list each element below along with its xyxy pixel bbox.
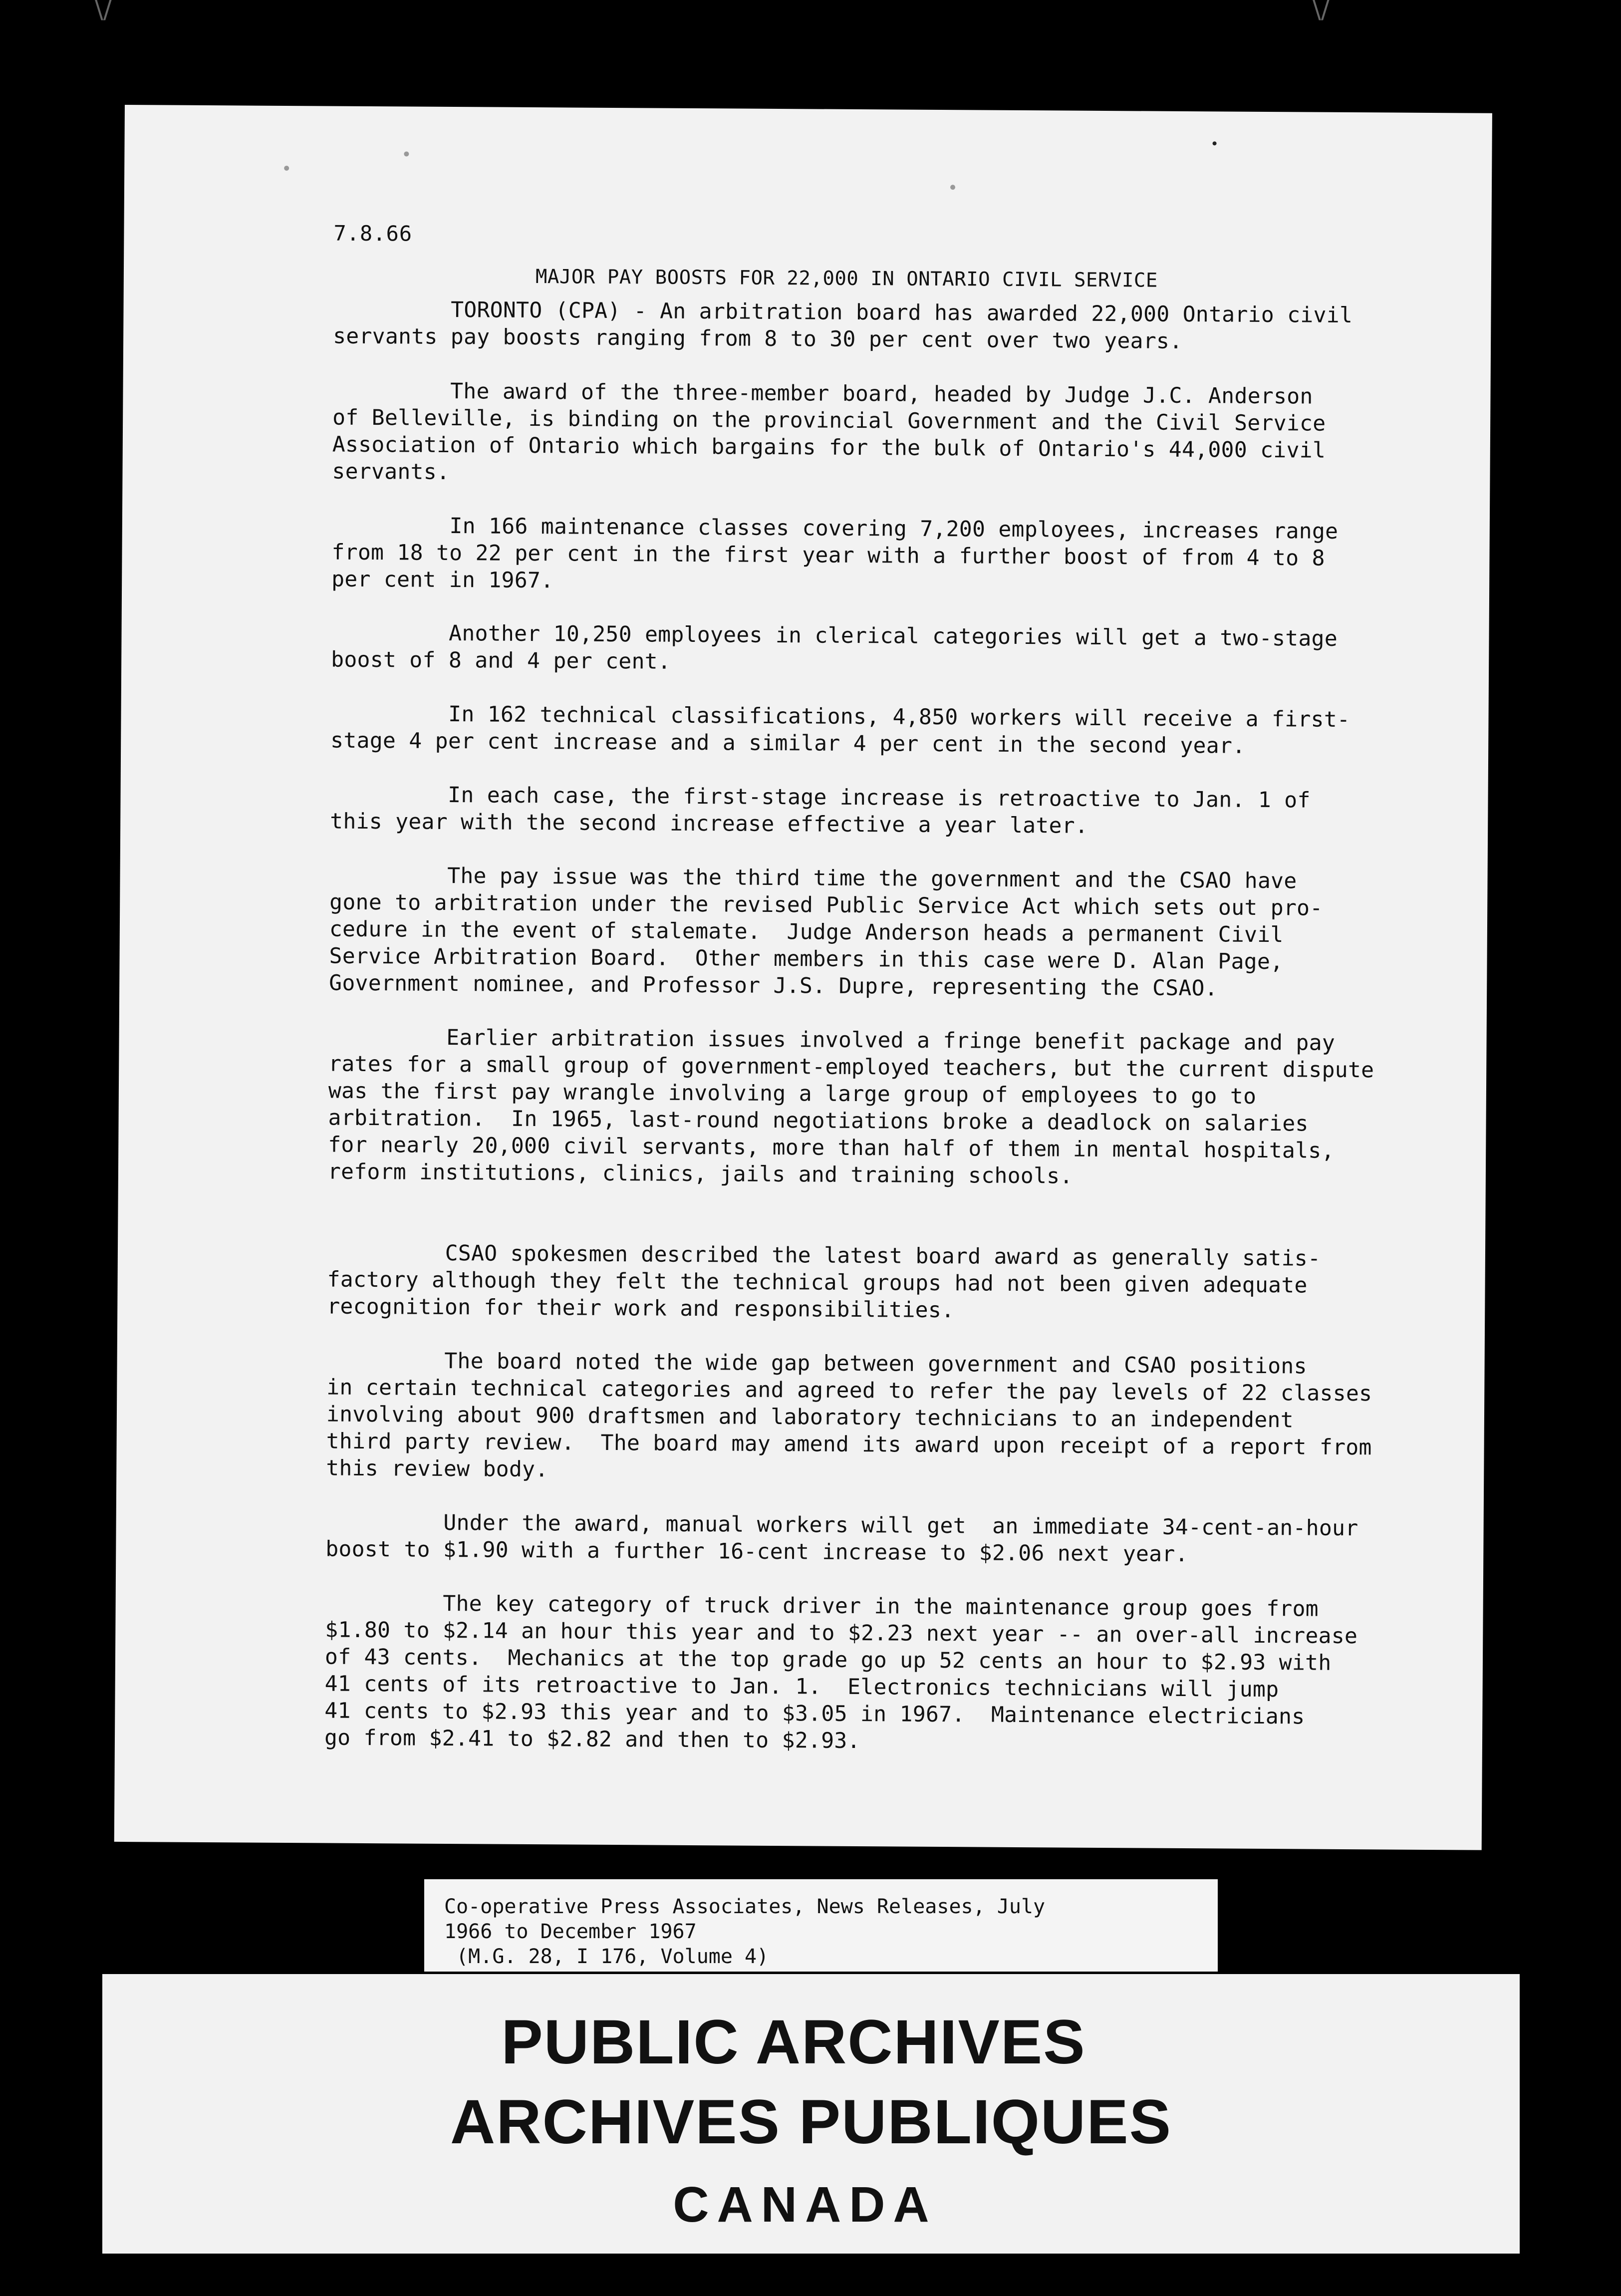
punch-hole-mark	[950, 185, 955, 190]
paragraph: CSAO spokesmen described the latest board award as generally satis- factory although they felt the technical groups had not been given adequate recognition for their work and responsibilities.	[327, 1240, 1321, 1323]
paragraph: The key category of truck driver in the maintenance group goes from $1.80 to $2.14 an hour this year and to $2.23 next year -- an over-all increase of 43 cents. Mechanics at the top grade go up 52 cents an hour to $2.93 with 41 cents of its retroactive to Jan. 1. Electronics technicians will jump 41 cents to $2.93 this year and to $3.05 in 1967. Maintenance electricians go from $2.41 to $2.82 and then to $2.93.	[324, 1590, 1358, 1754]
paragraph: Under the award, manual workers will get an immediate 34-cent-an-hour boost to $1.90 with a further 16-cent increase to $2.06 next year.	[325, 1509, 1358, 1567]
punch-hole-mark	[404, 151, 409, 156]
punch-hole-mark	[1213, 141, 1217, 145]
paragraph: In 162 technical classifications, 4,850 workers will receive a first- stage 4 per cent increase and a similar 4 per cent in the second year.	[330, 701, 1351, 759]
archive-reference-text: Co-operative Press Associates, News Releases, July 1966 to December 1967 (M.G. 28, I 176, Volume 4)	[444, 1895, 1046, 1968]
archive-reference-label	[424, 1879, 1218, 1972]
release-date: 7.8.66	[333, 221, 413, 246]
stamp-line-country: CANADA	[673, 2177, 937, 2233]
paragraph: In each case, the first-stage increase is retroactive to Jan. 1 of this year with the second increase effective a year later.	[330, 782, 1311, 839]
corner-mark-left: \/	[95, 0, 112, 24]
headline: MAJOR PAY BOOSTS FOR 22,000 IN ONTARIO CIVIL SERVICE	[535, 266, 1158, 292]
press-release	[324, 221, 1432, 1754]
stamp-line-french: ARCHIVES PUBLIQUES	[450, 2087, 1172, 2157]
paragraph: Another 10,250 employees in clerical categories will get a two-stage boost of 8 and 4 per cent.	[331, 620, 1338, 674]
archives-stamp	[102, 1974, 1520, 2254]
document-page	[114, 105, 1492, 1850]
stamp-line-english: PUBLIC ARCHIVES	[501, 2008, 1086, 2077]
paragraph: In 166 maintenance classes covering 7,200 employees, increases range from 18 to 22 per cent in the first year with a further boost of from 4 to 8 per cent in 1967.	[331, 513, 1339, 593]
paragraph: The board noted the wide gap between government and CSAO positions in certain technical categories and agreed to refer the pay levels of 22 classes involving about 900 draftsmen and laboratory technicians to an independent third party review. The board may amend its award upon receipt of a report from this review body.	[326, 1348, 1372, 1482]
corner-mark-right: \/	[1313, 0, 1330, 24]
paragraph: Earlier arbitration issues involved a fringe benefit package and pay rates for a small group of government-employed teachers, but the current dispute was the first pay wrangle involving a large group of employees to go to arbitration. In 1965, last-round negotiations broke a deadlock on salaries for nearly 20,000 civil servants, more than half of them in mental hospitals, reform institutions, clinics, jails and training schools.	[327, 1024, 1374, 1189]
paragraph: The award of the three-member board, headed by Judge J.C. Anderson of Belleville, is binding on the provincial Government and the Civil Service Association of Ontario which bargains for the bulk of Ontario's 44,000 civil servants.	[332, 378, 1326, 485]
paragraph: The pay issue was the third time the government and the CSAO have gone to arbitration under the revised Public Service Act which sets out pro- cedure in the event of stalemate. Judge Anderson heads a permanent Civil Service Arbitration Board. Other members in this case were D. Alan Page, Government nominee, and Professor J.S. Dupre, representing the CSAO.	[329, 862, 1323, 1001]
punch-hole-mark	[284, 166, 289, 171]
paragraph: TORONTO (CPA) - An arbitration board has awarded 22,000 Ontario civil servants pay boosts ranging from 8 to 30 per cent over two years.	[333, 296, 1353, 354]
